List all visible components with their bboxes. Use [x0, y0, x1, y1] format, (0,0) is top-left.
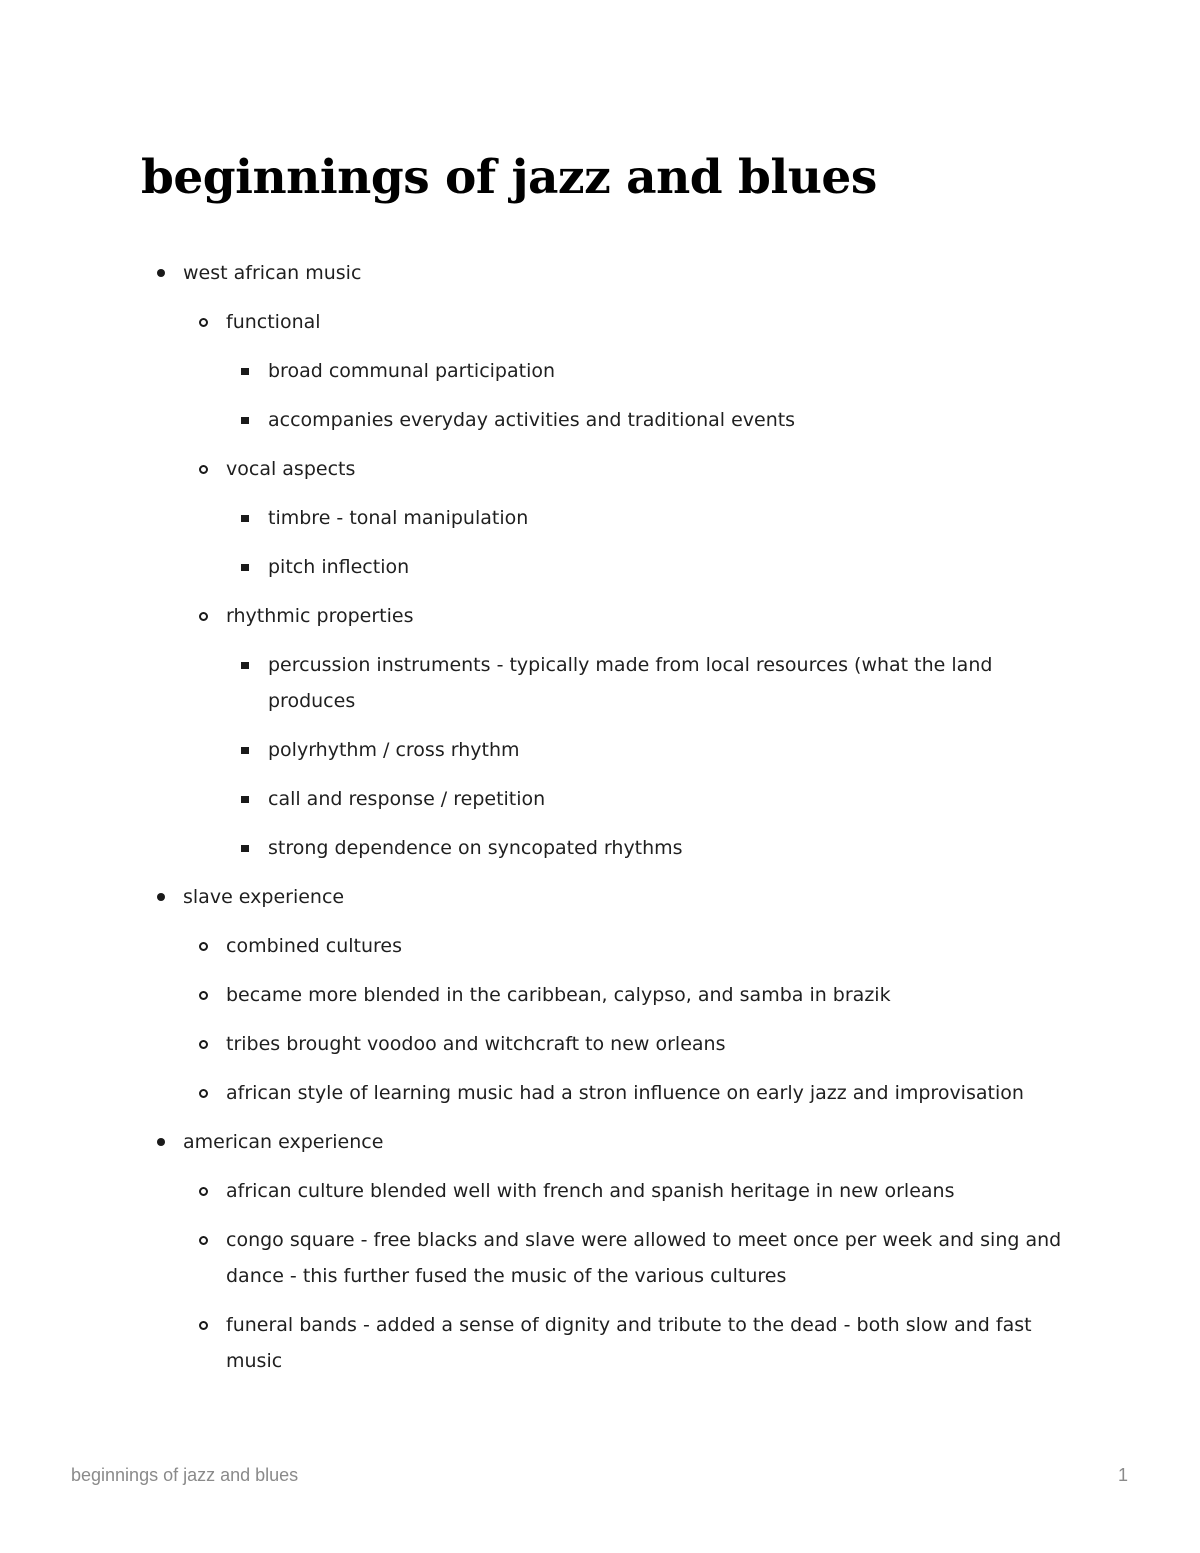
list-item — [0, 1124, 1063, 1160]
list-item — [0, 255, 1063, 291]
disc-bullet-icon — [157, 1138, 165, 1146]
square-bullet-icon — [241, 662, 249, 669]
circle-bullet-icon — [199, 1089, 208, 1098]
list-item-text: rhythmic properties — [226, 605, 414, 627]
circle-bullet-icon — [199, 1040, 208, 1049]
disc-bullet-icon — [157, 893, 165, 901]
list-item — [0, 879, 1063, 915]
list-item-text: funeral bands - added a sense of dignity and tribute to the dead - both slow and fast music — [226, 1314, 1032, 1372]
square-bullet-icon — [241, 796, 249, 803]
list-item-text: strong dependence on syncopated rhythms — [268, 837, 683, 859]
list-item-text: broad communal participation — [268, 360, 556, 382]
list-item-text: west african music — [183, 262, 362, 284]
list-item — [0, 353, 1013, 389]
list-item — [0, 500, 1013, 536]
list-item-text: slave experience — [183, 886, 345, 908]
circle-bullet-icon — [199, 1187, 208, 1196]
list-item — [0, 928, 1063, 964]
list-item — [0, 1307, 1063, 1379]
circle-bullet-icon — [199, 318, 208, 327]
list-item — [0, 451, 1063, 487]
square-bullet-icon — [241, 417, 249, 424]
list-item-text: tribes brought voodoo and witchcraft to new orleans — [226, 1033, 726, 1055]
list-item — [0, 977, 1063, 1013]
list-item-text: functional — [226, 311, 321, 333]
square-bullet-icon — [241, 564, 249, 571]
list-item — [0, 402, 1013, 438]
list-item-text: call and response / repetition — [268, 788, 546, 810]
list-item-text: combined cultures — [226, 935, 402, 957]
page-number: 1 — [1117, 1465, 1128, 1485]
square-bullet-icon — [241, 368, 249, 375]
list-item-text: vocal aspects — [226, 458, 356, 480]
circle-bullet-icon — [199, 991, 208, 1000]
list-item — [0, 830, 1013, 866]
outline-list — [0, 255, 1200, 1392]
list-item — [0, 304, 1063, 340]
circle-bullet-icon — [199, 612, 208, 621]
disc-bullet-icon — [157, 269, 165, 277]
square-bullet-icon — [241, 515, 249, 522]
circle-bullet-icon — [199, 465, 208, 474]
footer-title: beginnings of jazz and blues — [71, 1465, 299, 1485]
list-item — [0, 1026, 1063, 1062]
square-bullet-icon — [241, 747, 249, 754]
list-item — [0, 1173, 1063, 1209]
list-item-text: percussion instruments - typically made from local resources (what the land produces — [268, 654, 993, 712]
square-bullet-icon — [241, 845, 249, 852]
circle-bullet-icon — [199, 942, 208, 951]
circle-bullet-icon — [199, 1321, 208, 1330]
list-item — [0, 781, 1013, 817]
list-item-text: polyrhythm / cross rhythm — [268, 739, 520, 761]
list-item-text: congo square - free blacks and slave were allowed to meet once per week and sing and dance - this further fused the music of the various cultures — [226, 1229, 1062, 1287]
list-item — [0, 1075, 1063, 1111]
list-item-text: accompanies everyday activities and traditional events — [268, 409, 796, 431]
list-item-text: african style of learning music had a stron influence on early jazz and improvisation — [226, 1082, 1024, 1104]
list-item-text: african culture blended well with french and spanish heritage in new orleans — [226, 1180, 955, 1202]
list-item-text: american experience — [183, 1131, 384, 1153]
circle-bullet-icon — [199, 1236, 208, 1245]
list-item — [0, 1222, 1063, 1294]
list-item — [0, 732, 1013, 768]
list-item — [0, 598, 1063, 634]
list-item — [0, 549, 1013, 585]
list-item-text: became more blended in the caribbean, calypso, and samba in brazik — [226, 984, 891, 1006]
list-item-text: pitch inflection — [268, 556, 410, 578]
list-item-text: timbre - tonal manipulation — [268, 507, 529, 529]
page-title: beginnings of jazz and blues — [141, 150, 877, 205]
list-item — [0, 647, 1013, 719]
